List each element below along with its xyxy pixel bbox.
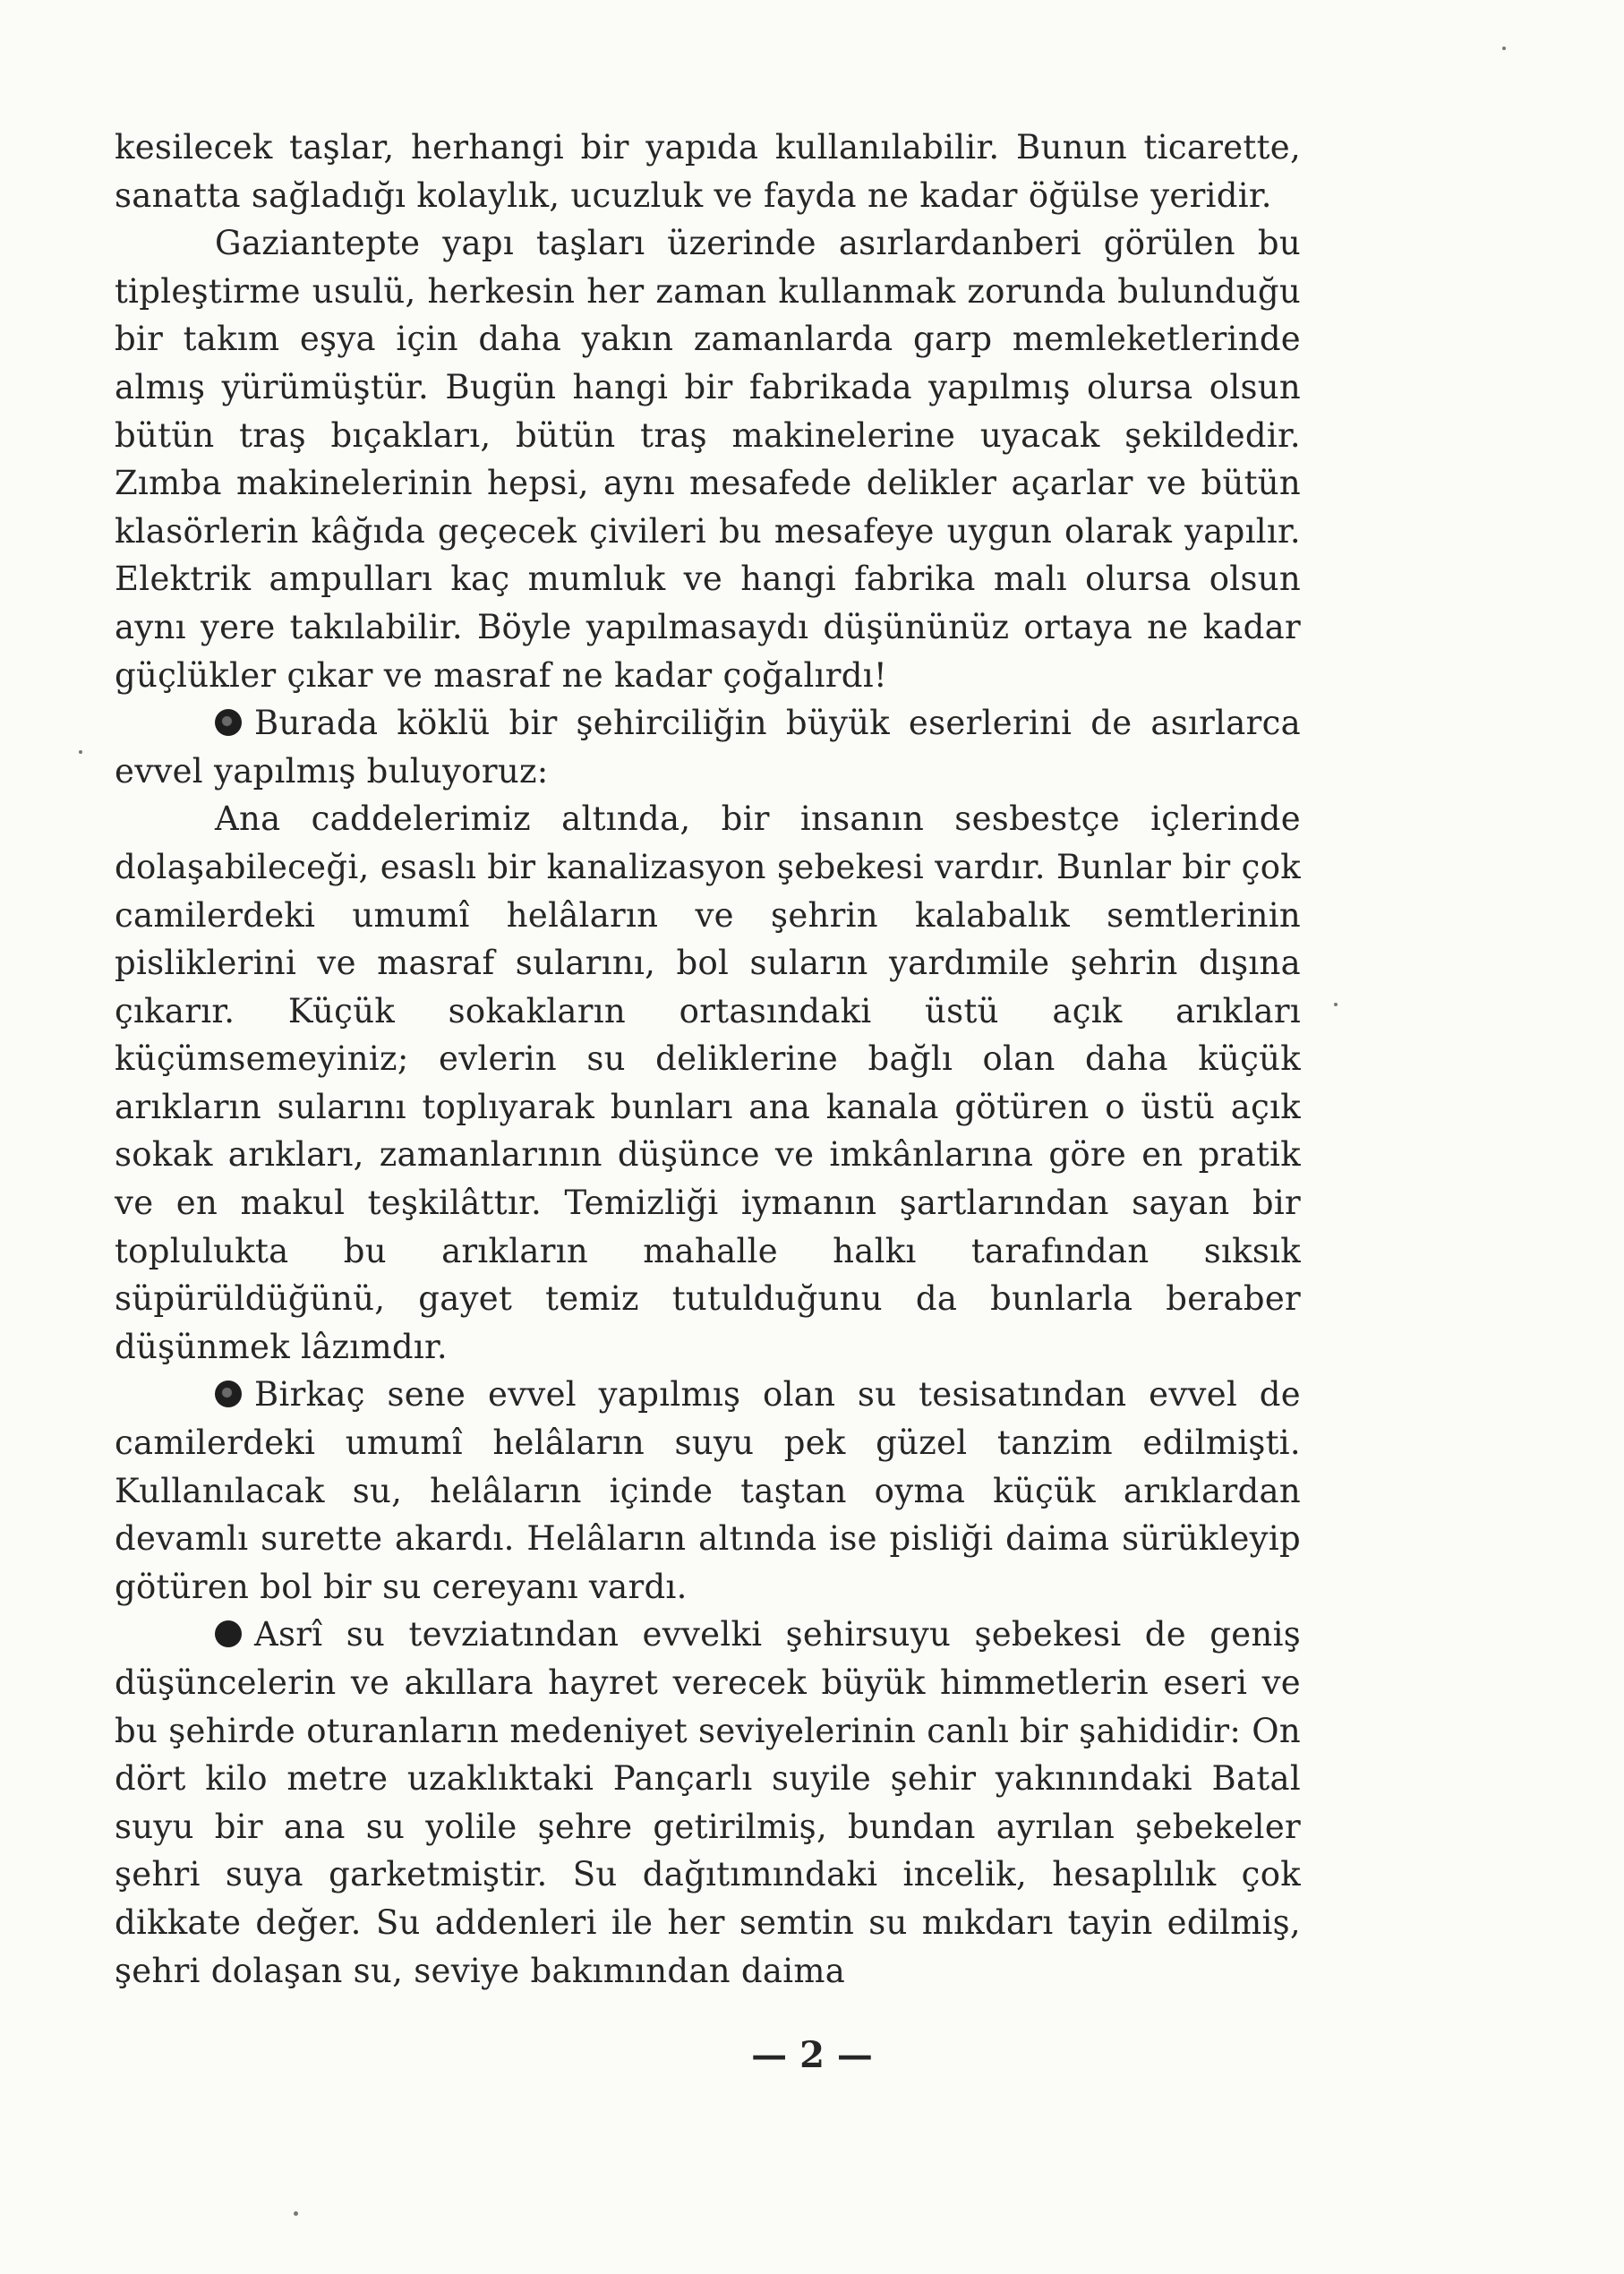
paragraph-text: kesilecek taşlar, herhangi bir yapıda kullanılabilir. Bunun ticarette, sanatta sağladığı kolaylık, ucuzluk ve fayda ne kadar öğülse yeridir.: [115, 128, 1301, 215]
bullet-ring-icon: [215, 1381, 242, 1407]
paragraph: [115, 124, 1301, 219]
scan-speck: [1502, 47, 1506, 50]
paragraph-text: Ana caddelerimiz altında, bir insanın sesbestçe içlerinde dolaşabileceği, esaslı bir kanalizasyon şebekesi vardır. Bunlar bir çok camilerdeki umumî helâların ve şehrin kalabalık semtlerinin pisliklerini ve masraf sularını, bol suların yardımile şehrin dışına çıkarır. Küçük sokakların ortasındaki üstü açık arıkları küçümsemeyiniz; evlerin su deliklerine bağlı olan daha küçük arıkların sularını toplıyarak bunları ana kanala götüren o üstü açık sokak arıkları, zamanlarının düşünce ve imkânlarına göre en pratik ve en makul teşkilâttır. Temizliği iymanın şartlarından sayan bir toplulukta bu arıkların mahalle halkı tarafından sıksık süpürüldüğünü, gayet temiz tutulduğunu da bunlarla beraber düşünmek lâzımdır.: [115, 799, 1301, 1366]
bulleted-paragraph: [115, 1371, 1301, 1611]
page-number: — 2 —: [751, 2034, 873, 2076]
paragraph-text: Birkaç sene evvel yapılmış olan su tesisatından evvel de camilerdeki umumî helâların suyu pek güzel tanzim edilmişti. Kullanılacak su, helâların içinde taştan oyma küçük arıklardan devamlı surette akardı. Helâların altında ise pisliği daima sürükleyip götüren bol bir su cereyanı vardı.: [115, 1375, 1301, 1606]
paragraph: [115, 219, 1301, 699]
scan-speck: [1334, 1003, 1338, 1006]
paragraph-text: Asrî su tevziatından evvelki şehirsuyu şebekesi de geniş düşüncelerin ve akıllara hayret verecek büyük himmetlerin eseri ve bu şehirde oturanların medeniyet seviyelerinin canlı bir şahididir: On dört kilo metre uzaklıktaki Pançarlı suyile şehir yakınındaki Batal suyu bir ana su yolile şehre getirilmiş, bundan ayrılan şebekeler şehri suya garketmiştir. Su dağıtımındaki incelik, hesaplılık çok dikkate değer. Su addenleri ile her semtin su mıkdarı tayin edilmiş, şehri dolaşan su, seviye bakımından daima: [115, 1615, 1301, 1990]
paragraph-text: Gaziantepte yapı taşları üzerinde asırlardanberi görülen bu tipleştirme usulü, herkesin her zaman kullanmak zorunda bulunduğu bir takım eşya için daha yakın zamanlarda garp memleketlerinde almış yürümüştür. Bugün hangi bir fabrikada yapılmış olursa olsun bütün traş bıçakları, bütün traş makinelerine uyacak şekildedir. Zımba makinelerinin hepsi, aynı mesafede delikler açarlar ve bütün klasörlerin kâğıda geçecek çivileri bu mesafeye uygun olarak yapılır. Elektrik ampulları kaç mumluk ve hangi fabrika malı olursa olsun aynı yere takılabilir. Böyle yapılmasaydı düşününüz ortaya ne kadar güçlükler çıkar ve masraf ne kadar çoğalırdı!: [115, 224, 1301, 695]
scan-speck: [79, 750, 82, 754]
bullet-solid-icon: [215, 1620, 242, 1647]
paragraph: [115, 795, 1301, 1371]
scan-speck: [294, 2211, 298, 2216]
bulleted-paragraph: [115, 699, 1301, 795]
bulleted-paragraph: [115, 1611, 1301, 1995]
bullet-ring-icon: [215, 709, 242, 736]
paragraph-text: Burada köklü bir şehirciliğin büyük eserlerini de asırlarca evvel yapılmış buluyoruz:: [115, 704, 1301, 791]
body-text: [115, 124, 1301, 1995]
